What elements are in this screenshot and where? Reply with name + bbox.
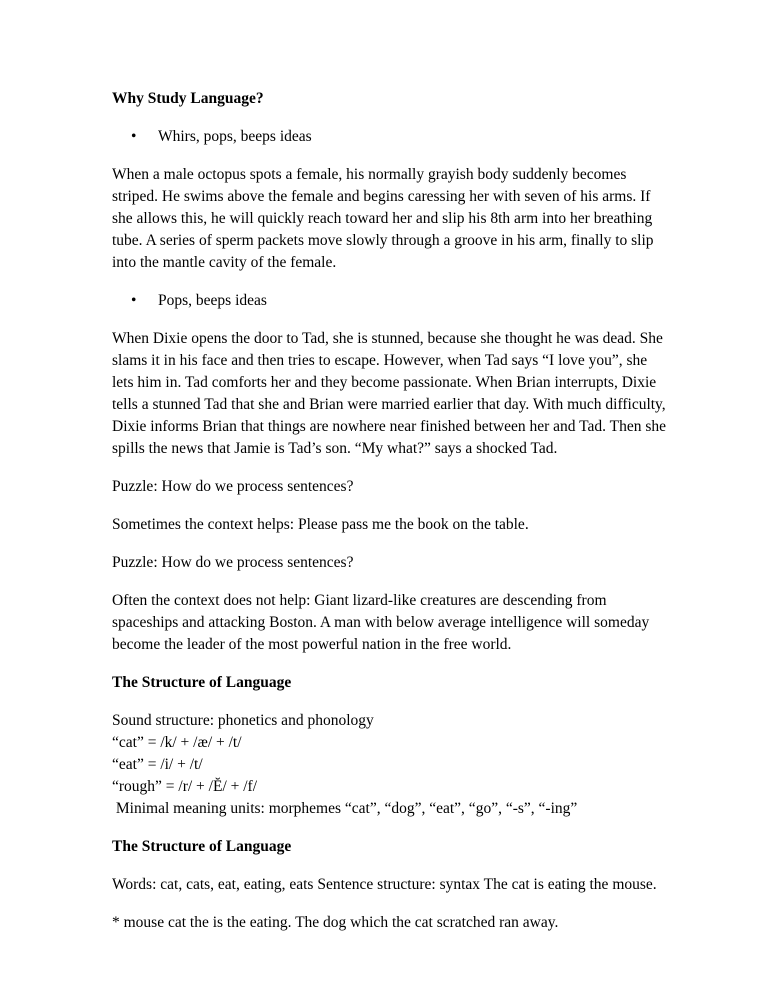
structure-line: “eat” = /i/ + /t/: [112, 756, 203, 773]
paragraph-ungrammatical: * mouse cat the is the eating. The dog which the cat scratched ran away.: [112, 914, 559, 931]
bullet-icon: •: [131, 128, 137, 145]
heading-why-study-language: Why Study Language?: [112, 90, 264, 107]
document-page: [112, 88, 672, 950]
paragraph-context-helps: Sometimes the context helps: Please pass me the book on the table.: [112, 516, 529, 533]
bullet-item: [112, 126, 672, 148]
paragraph-words-syntax: Words: cat, cats, eat, eating, eats Sentence structure: syntax The cat is eating the mouse.: [112, 876, 657, 893]
bullet-icon: •: [131, 292, 137, 309]
bullet-text: Pops, beeps ideas: [158, 292, 267, 309]
paragraph-sound-structure: [112, 710, 672, 820]
heading-structure-of-language-2: The Structure of Language: [112, 838, 292, 855]
structure-line: “cat” = /k/ + /æ/ + /t/: [112, 734, 242, 751]
paragraph-context-does-not-help: Often the context does not help: Giant lizard-like creatures are descending from spaceships and attacking Boston. A man with below average intelligence will someday become the leader of the most powerful nation in the free world.: [112, 592, 650, 653]
bullet-text: Whirs, pops, beeps ideas: [158, 128, 312, 145]
paragraph-puzzle-2: Puzzle: How do we process sentences?: [112, 554, 354, 571]
structure-line: Minimal meaning units: morphemes “cat”, “dog”, “eat”, “go”, “-s”, “-ing”: [112, 800, 578, 817]
bullet-item: [112, 290, 672, 312]
structure-line: Sound structure: phonetics and phonology: [112, 712, 374, 729]
structure-line: “rough” = /r/ + /Ĕ/ + /f/: [112, 778, 258, 795]
paragraph-puzzle-1: Puzzle: How do we process sentences?: [112, 478, 354, 495]
paragraph-dixie: When Dixie opens the door to Tad, she is stunned, because she thought he was dead. She slams it in his face and then tries to escape. However, when Tad says “I love you”, she lets him in. Tad comforts her and they become passionate. When Brian interrupts, Dixie tells a stunned Tad that she and Brian were married earlier that day. With much difficulty, Dixie informs Brian that things are nowhere near finished between her and Tad. Then she spills the news that Jamie is Tad’s son. “My what?” says a shocked Tad.: [112, 330, 667, 457]
heading-structure-of-language-1: The Structure of Language: [112, 674, 292, 691]
paragraph-octopus: When a male octopus spots a female, his normally grayish body suddenly becomes striped. He swims above the female and begins caressing her with seven of his arms. If she allows this, he will quickly reach toward her and slip his 8th arm into her breathing tube. A series of sperm packets move slowly through a groove in his arm, finally to slip into the mantle cavity of the female.: [112, 166, 654, 271]
